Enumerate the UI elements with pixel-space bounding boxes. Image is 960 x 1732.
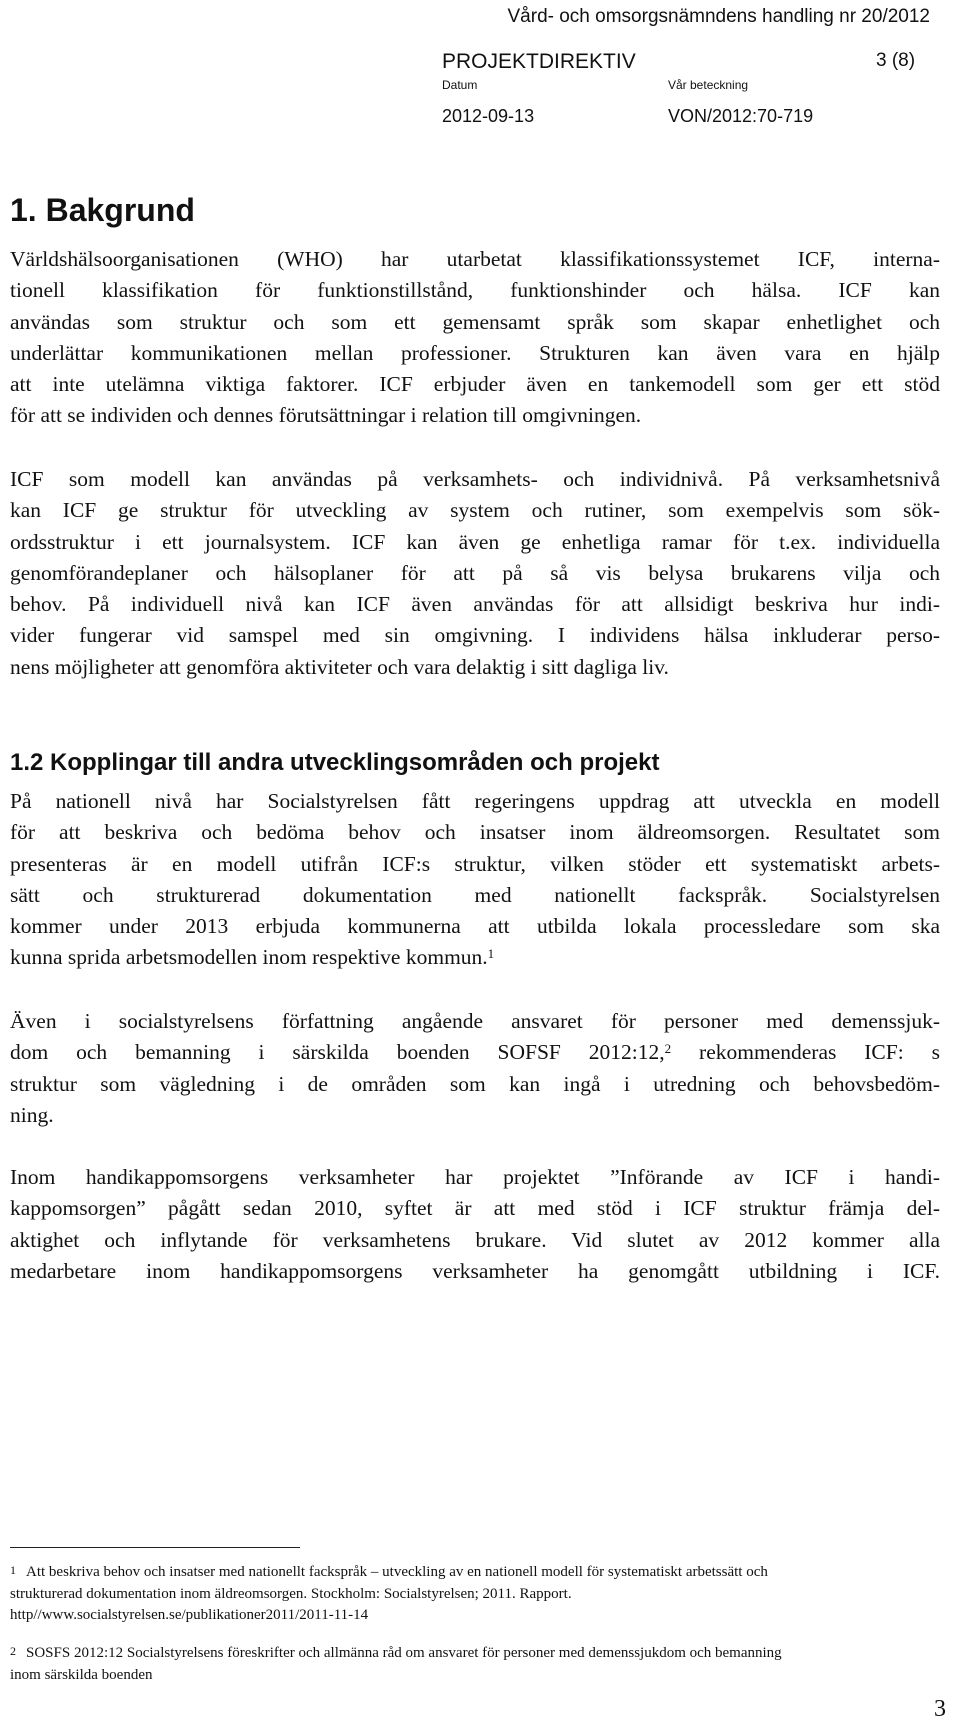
- org-handling-title: Vård- och omsorgsnämndens handling nr 20/2012: [507, 6, 930, 27]
- text-line: sätt och strukturerad dokumentation med nationellt fackspråk. Socialstyrelsen: [10, 882, 940, 907]
- date-value: 2012-09-13: [442, 106, 535, 126]
- paragraph-icf-intro: [10, 244, 940, 432]
- text-line: ICF som modell kan användas på verksamhets- och individnivå. På verksamhetsnivå: [10, 467, 940, 491]
- text-line: ning.: [10, 1102, 54, 1127]
- section-heading-kopplingar: 1.2 Kopplingar till andra utvecklingsområden och projekt: [10, 749, 660, 776]
- footnote-number: 2: [10, 1644, 16, 1658]
- text-line: [10, 1037, 940, 1068]
- footnote-ref-1[interactable]: 1: [487, 946, 495, 962]
- footnote-line: [10, 1562, 940, 1584]
- text-line: att inte utelämna viktiga faktorer. ICF erbjuder även en tankemodell som ger ett stöd: [10, 372, 940, 397]
- footnote-text: Att beskriva behov och insatser med nationellt fackspråk – utveckling av en nationell modell för systematiskt arbetssätt och: [26, 1564, 768, 1580]
- date-label: Datum: [442, 78, 478, 92]
- text-line: [10, 942, 940, 973]
- section-heading-bakgrund: 1. Bakgrund: [10, 192, 195, 228]
- text-line: underlättar kommunikationen mellan professioner. Strukturen kan även vara en hjälp: [10, 340, 940, 365]
- footnote-number: 1: [10, 1563, 16, 1577]
- reference-value: VON/2012:70-719: [668, 106, 814, 126]
- text-line: aktighet och inflytande för verksamhetens brukare. Vid slutet av 2012 kommer alla: [10, 1227, 940, 1252]
- paragraph-icf-model: [10, 464, 940, 683]
- footnote-ref-2[interactable]: 2: [664, 1041, 672, 1057]
- text-line: vider fungerar vid samspel med sin omgivning. I individens hälsa inkluderar perso-: [10, 623, 940, 648]
- text-line: behov. På individuell nivå kan ICF även användas för att allsidigt beskriva hur indi-: [10, 592, 940, 617]
- text-line: nens möjligheter att genomföra aktiviteter och vara delaktig i sitt dagliga liv.: [10, 654, 669, 679]
- text-line: för att se individen och dennes förutsättningar i relation till omgivningen.: [10, 403, 642, 428]
- text-line: På nationell nivå har Socialstyrelsen fått regeringens uppdrag att utveckla en modell: [10, 789, 940, 813]
- paragraph-sosfs: [10, 1006, 940, 1131]
- text-line: Även i socialstyrelsens författning angående ansvaret för personer med demenssjuk-: [10, 1009, 940, 1033]
- footnote-divider: [10, 1547, 300, 1548]
- text-line: kan ICF ge struktur för utveckling av system och rutiner, som exempelvis som sök-: [10, 498, 940, 523]
- paragraph-national-level: [10, 786, 940, 974]
- text-line: struktur som vägledning i de områden som kan ingå i utredning och behovsbedöm-: [10, 1071, 940, 1096]
- text-line-content: rekommenderas ICF: s: [671, 1040, 940, 1065]
- text-line-content: dom och bemanning i särskilda boenden SOFSF 2012:12,: [10, 1040, 665, 1065]
- footnote-1: [10, 1562, 940, 1627]
- reference-label: Vår beteckning: [668, 78, 749, 92]
- footnote-line: [10, 1643, 940, 1665]
- text-line: ordsstruktur i ett journalsystem. ICF kan även ge enhetliga ramar för t.ex. individuella: [10, 529, 940, 554]
- text-line: kappomsorgen” pågått sedan 2010, syftet är att med stöd i ICF struktur främja del-: [10, 1196, 940, 1221]
- footnote-line: inom särskilda boenden: [10, 1666, 153, 1683]
- text-line: tionell klassifikation för funktionstillstånd, funktionshinder och hälsa. ICF kan: [10, 278, 940, 303]
- document-type: PROJEKTDIREKTIV: [442, 50, 636, 73]
- page-count: 3 (8): [876, 50, 916, 71]
- text-line: presenteras är en modell utifrån ICF:s struktur, vilken stöder ett systematiskt arbets-: [10, 851, 940, 876]
- page-number: 3: [934, 1696, 946, 1722]
- paragraph-handikappomsorg: [10, 1162, 940, 1287]
- text-line: Inom handikappomsorgens verksamheter har projektet ”Införande av ICF i handi-: [10, 1165, 940, 1189]
- text-line-content: kunna sprida arbetsmodellen inom respektive kommun.: [10, 945, 488, 970]
- footnote-2: [10, 1643, 940, 1686]
- footnote-text: SOSFS 2012:12 Socialstyrelsens föreskrifter och allmänna råd om ansvaret för personer med demenssjukdom och bemanning: [26, 1645, 782, 1661]
- text-line: användas som struktur och som ett gemensamt språk som skapar enhetlighet och: [10, 309, 940, 334]
- footnote-line: strukturerad dokumentation inom äldreomsorgen. Stockholm: Socialstyrelsen; 2011. Rapport.: [10, 1585, 572, 1602]
- footnote-link[interactable]: http//www.socialstyrelsen.se/publikationer2011/2011-11-14: [10, 1607, 369, 1623]
- text-line: Världshälsoorganisationen (WHO) har utarbetat klassifikationssystemet ICF, interna-: [10, 247, 940, 271]
- text-line: kommer under 2013 erbjuda kommunerna att utbilda lokala processledare som ska: [10, 914, 940, 939]
- text-line: medarbetare inom handikappomsorgens verksamheter ha genomgått utbildning i ICF.: [10, 1258, 940, 1283]
- text-line: genomförandeplaner och hälsoplaner för att på så vis belysa brukarens vilja och: [10, 560, 940, 585]
- text-line: för att beskriva och bedöma behov och insatser inom äldreomsorgen. Resultatet som: [10, 820, 940, 845]
